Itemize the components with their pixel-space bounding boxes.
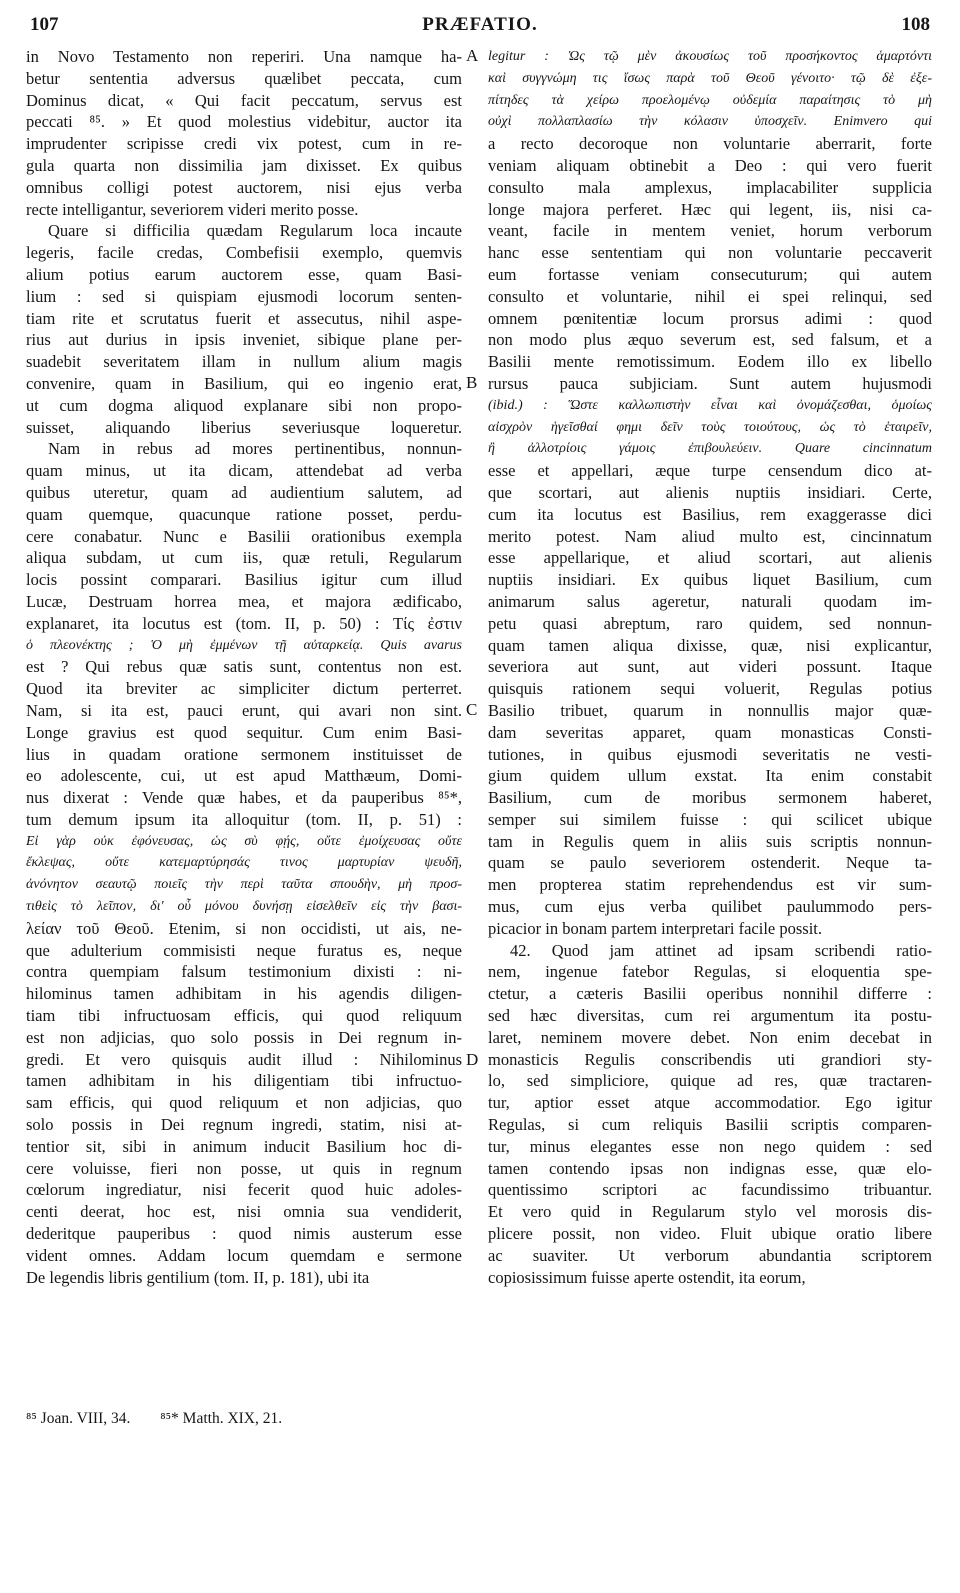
text-line: omnibus colligi potest auctorem, nisi ejus verba (26, 177, 462, 197)
text-line: Longe gravius est quod sequitur. Cum enim Basi- (26, 722, 462, 742)
text-line: consulto et voluntarie, nihil ei spei relinqui, sed (488, 286, 932, 306)
text-line: gredi. Et vero quisquis audit illud : Nihilominus (26, 1049, 462, 1069)
text-line: Regulas, si cum reliquis Basilii scriptis comparen- (488, 1115, 932, 1135)
left-column (26, 46, 462, 1288)
text-line: quisquis rationem sequi voluerit, Regulas potius (488, 679, 932, 699)
text-line: locis possint comparari. Basilius igitur cum illud (26, 570, 462, 590)
text-line: nuptiis insidiari. Ex quibus liquet Basilium, cum (488, 570, 932, 590)
text-line: que adulterium commisisti neque furatus es, neque (26, 940, 462, 960)
text-line: tum demum ipsum ita alloquitur (tom. II, p. 51) : (26, 809, 462, 829)
text-line: omnem pœnitentiæ locum prorsus adimi : quod (488, 308, 932, 328)
text-line: Basilio tribuet, quarum in nonnullis major quæ- (488, 700, 932, 720)
text-line: ἀνόνητον σεαυτῷ ποιεῖς τὴν περὶ ταῦτα σπουδὴν, μὴ προσ- (26, 877, 462, 893)
text-line: hilominus tamen adhibitam in his agendis diligen- (26, 984, 462, 1004)
text-line: lium : sed si quispiam ejusmodi locorum senten- (26, 286, 462, 306)
page-number-right: 108 (901, 14, 930, 35)
text-line: tur, minus elegantes esse non nego quidem : sed (488, 1136, 932, 1156)
text-line: eum fortasse veniam consecuturum; qui autem (488, 264, 932, 284)
text-line: οὐχὶ πολλαπλασίω τὴν κόλασιν ὑποσχεῖν. Enimvero qui (488, 114, 932, 130)
text-line: cere voluisse, fieri non posse, ut quis in regnum (26, 1158, 462, 1178)
text-line: dam severitas apparet, quam monasticas Consti- (488, 722, 932, 742)
text-line: quam quemque, quacunque ratione posset, perdu- (26, 504, 462, 524)
text-line: veant, facile in mentem veniet, horum verborum (488, 221, 932, 241)
text-line: est ? Qui rebus quæ satis sunt, contentus non est. (26, 657, 462, 677)
text-line: ut cum dogma aliquod explanare sibi non propo- (26, 395, 462, 415)
text-line: legeris, facile credas, Combefisii exemplo, quemvis (26, 243, 462, 263)
text-line: Quare si difficilia quædam Regularum loca incaute (48, 221, 462, 241)
text-line: Basilium, cum de moribus sermonem haberet, (488, 788, 932, 808)
text-line: longe majora perferet. Hæc qui legent, iis, nisi ca- (488, 199, 932, 219)
text-line: quentissimo scriptori ac facundissimo tribuantur. (488, 1180, 932, 1200)
margin-marker-b: B (466, 373, 478, 392)
margin-marker-a: A (466, 46, 479, 65)
text-line: De legendis libris gentilium (tom. II, p. 181), ubi ita (26, 1267, 370, 1287)
text-line: cere conabatur. Nunc e Basilii orationibus exempla (26, 526, 462, 546)
text-line: cœlorum ingrediatur, nisi fecerit quod huic adoles- (26, 1180, 462, 1200)
text-line: quibus uteretur, quam ad audientium salutem, ad (26, 482, 462, 502)
text-line: Nam, si ita est, pauci erunt, qui avari non sint. (26, 700, 462, 720)
text-line: in Novo Testamento non reperiri. Una namque ha- (26, 47, 462, 66)
text-line: rius aut durius in ipsis inveniet, sibique plane per- (26, 330, 462, 350)
text-line: καὶ συγγνώμη τις ἴσως παρὰ τοῦ Θεοῦ γένοιτο· τῷ δὲ ἐξε- (488, 70, 932, 86)
text-line: Basilii mente remotissimum. Eodem illo ex libello (488, 352, 932, 372)
text-line: quam se paulo severiorem ostenderit. Neque ta- (488, 853, 932, 873)
text-line: (ibid.) : Ὥστε καλλωπιστὴν εἶναι καὶ ὀνομάζεσθαι, ὁμοίως (488, 397, 932, 413)
text-line: ctetur, a cæteris Basilii operibus nonnihil differre : (488, 984, 932, 1004)
text-line: suisset, aliquando liberius severiusque loqueretur. (26, 417, 462, 437)
text-line: esse appellarique, et aliud scortari, aut alienis (488, 548, 932, 568)
text-line: aliqua subdam, ut cum iis, quæ retuli, Regularum (26, 548, 462, 568)
text-line: tur, aptior esset atque accommodatior. Ego igitur (488, 1093, 932, 1113)
footnote: ⁸⁵ Joan. VIII, 34. (26, 1410, 131, 1427)
text-line: rursus pauca subjiciam. Sunt autem hujusmodi (488, 373, 932, 393)
text-line: tentior sit, sibi in animum inducit Basilium hoc di- (26, 1136, 462, 1156)
text-line: petu quasi abreptum, raro quidem, sed nonnun- (488, 613, 932, 633)
text-line: animarum salus ageretur, naturali quodam im- (488, 591, 932, 611)
text-line: est non adjicias, quo solo possis in Dei regnum in- (26, 1027, 462, 1047)
text-line: suadebit severitatem illam in nullum alium magis (26, 352, 462, 372)
text-line: monasticis Regulis conscribendis uti grandiori sty- (488, 1049, 932, 1069)
text-line: sam efficis, qui quod reliquum et non adjicias, quo (26, 1093, 462, 1113)
footnote: ⁸⁵* Matth. XIX, 21. (160, 1410, 283, 1427)
text-line: vident omnes. Addam locum quemdam e sermone (26, 1245, 462, 1265)
running-head (30, 14, 930, 44)
text-line: quam minus, ut ita dicam, attendebat ad verba (26, 461, 462, 481)
text-line: esse et appellari, æque turpe censendum dico at- (488, 461, 932, 481)
text-line: a recto decoroque non voluntarie aberrarit, forte (488, 134, 932, 154)
text-line: recte intelligantur, severiorem videri merito posse. (26, 199, 359, 219)
text-line: semper sui similem fuisse : qui scilicet ubique (488, 809, 932, 829)
text-line: τιθεὶς τὸ λεῖπον, δι' οὗ μόνου δυνήσῃ εἰσελθεῖν εἰς τὴν βασι- (26, 899, 462, 915)
text-line: alium potius earum auctorem esse, quam Basi- (26, 264, 462, 284)
right-column (488, 46, 932, 1288)
text-line: men propterea statim reprehendendus est vir sum- (488, 875, 932, 895)
text-line: tam in Regulis quem in aliis suis scriptis nonnun- (488, 831, 932, 851)
text-line: peccati ⁸⁵. » Et quod molestius videbitur, auctor ita (26, 112, 462, 132)
text-line: ἢ ἀλλοτρίοις γάμοις ἐπιβουλεύειν. Quare cincinnatum (488, 441, 932, 457)
text-line: contra quempiam falsum testimonium dixisti : ni- (26, 962, 462, 982)
text-line: imprudenter scripisse credi vix potest, cum in re- (26, 134, 462, 154)
margin-marker-d: D (466, 1050, 479, 1069)
text-line: Quod ita breviter ac simpliciter dictum perterret. (26, 679, 462, 699)
text-line: solo possis in Dei regnum ingredi, statim, nisi at- (26, 1115, 462, 1135)
text-line: consulto mala amplexus, implacabiliter supplicia (488, 177, 932, 197)
text-line: ὁ πλεονέκτης ; Ὁ μὴ ἐμμένων τῇ αὐταρκείᾳ. Quis avarus (26, 637, 462, 653)
text-line: λείαν τοῦ Θεοῦ. Etenim, si non occidisti, ut ais, ne- (26, 918, 462, 938)
text-line: merito potest. Nam aliud multo est, cincinnatum (488, 526, 932, 546)
text-line: picacior in bonam partem interpretari facile possit. (488, 918, 822, 938)
text-line: gula quarta non dissimilia jam dixisset. Ex quibus (26, 155, 462, 175)
text-line: cum ita locutus est Basilius, rem exaggerasse dici (488, 504, 932, 524)
text-line: quam tamen aliqua dixisse, quæ, nisi explicantur, (488, 635, 932, 655)
text-line: explanaret, ita locutus est (tom. II, p. 50) : Τίς ἐστιν (26, 613, 462, 633)
text-line: mus, cum ejus verba quilibet paulummodo pers- (488, 897, 932, 917)
text-line: dederitque pauperibus : quod nimis austerum esse (26, 1224, 462, 1244)
text-line: tutiones, in quibus ejusmodi severitatis ne vesti- (488, 744, 932, 764)
text-line: nus dixerat : Vende quæ habes, et da pauperibus ⁸⁵*, (26, 788, 462, 808)
text-line: Nam in rebus ad mores pertinentibus, nonnun- (48, 439, 462, 459)
text-line: centi deerat, hoc est, nisi omnia sua vendiderit, (26, 1202, 462, 1222)
text-line: tiam rite et scrutatus fuerit et assecutus, nihil aspe- (26, 308, 462, 328)
text-line: convenire, quam in Basilium, qui eo ingenio erat, (26, 373, 462, 393)
text-line: laret, neminem movere debet. Non enim decebat in (488, 1027, 932, 1047)
text-line: Et vero quid in Regularum stylo vel morosis dis- (488, 1202, 932, 1222)
text-line: αἰσχρὸν ἡγεῖσθαί φημι δεῖν τοὺς τοιούτους, ὡς τὸ ἑταιρεῖν, (488, 419, 932, 435)
text-line: tamen adhibitam in his diligentiam tibi infructuo- (26, 1071, 462, 1091)
text-line: lo, sed simpliciore, quique ad res, quæ tractaren- (488, 1071, 932, 1091)
text-line: eo adolescente, cui, ut est apud Matthæum, Domi- (26, 766, 462, 786)
text-line: veniam aliquam obtinebit a Deo : qui vero fuerit (488, 155, 932, 175)
text-line: Lucæ, Destruam horrea mea, et majora ædificabo, (26, 591, 462, 611)
text-line: betur sententia adversus quælibet peccata, cum (26, 68, 462, 88)
page-number-left: 107 (30, 14, 59, 35)
text-line: severiora aut sunt, aut videri possunt. Itaque (488, 657, 932, 677)
text-line: nem, ingenue fatebor Regulas, si eloquentia spe- (488, 962, 932, 982)
text-line: gium quidem ullum exstat. Ita enim constabit (488, 766, 932, 786)
text-line: 42. Quod jam attinet ad ipsam scribendi ratio- (510, 940, 932, 960)
text-line: non modo plus æquo severum est, sed falsum, et a (488, 330, 932, 350)
text-line: πίτηδες τὰ χείρω προελομένῳ οὐδεμία παραίτησις τὸ μὴ (488, 92, 932, 108)
text-line: legitur : Ὡς τῷ μὲν ἀκουσίως τοῦ προσήκοντος ἁμαρτόντι (488, 49, 932, 64)
text-line: ac suaviter. Ut verborum abundantia scriptorem (488, 1245, 932, 1265)
margin-marker-c: C (466, 700, 478, 719)
text-line: ἔκλεψας, οὔτε κατεμαρτύρησάς τινος μαρτυρίαν ψευδῆ, (26, 855, 462, 871)
text-line: Εἰ γὰρ οὐκ ἐφόνευσας, ὡς σὺ φῄς, οὔτε ἐμοίχευσας οὔτε (26, 833, 462, 849)
text-line: copiosissimum fuisse aperte ostendit, ita eorum, (488, 1267, 806, 1287)
text-line: tiam tibi infructuosam efficis, qui quod reliquum (26, 1006, 462, 1026)
text-line: tamen contendo ipsas non indignas esse, quæ elo- (488, 1158, 932, 1178)
text-line: Dominus dicat, « Qui facit peccatum, servus est (26, 90, 462, 110)
text-line: plicere possit, non video. Fluit ubique oratio libere (488, 1224, 932, 1244)
text-line: hanc esse sententiam qui non voluntarie peccaverit (488, 243, 932, 263)
text-line: sed hæc diversitas, cum rei argumentum ita postu- (488, 1006, 932, 1026)
text-line: lius in quadam oratione sermonem instituisset de (26, 744, 462, 764)
text-line: que scortari, aut alienis nuptiis insidiari. Certe, (488, 482, 932, 502)
footnotes (26, 1410, 308, 1428)
page-title: PRÆFATIO. (422, 14, 538, 35)
